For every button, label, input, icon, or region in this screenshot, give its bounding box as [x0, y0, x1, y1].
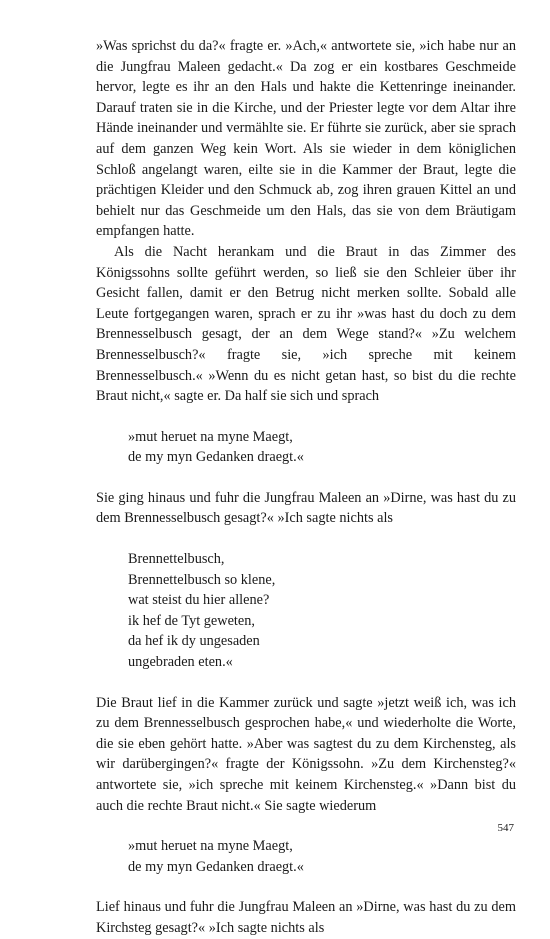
- verse-line: Brennettelbusch,: [128, 551, 225, 568]
- paragraph: Die Braut lief in die Kammer zurück und sagte »jetzt weiß ich, was ich zu dem Brennesselbusch gesprochen habe,« und wiederholte die Worte, die sie eben gehört hatte. »Aber was sagtest du zu dem Kirchensteg, als wir darübergingen?« fragte der Königssohn. »Zu dem Kirchensteg?« antwortete sie, »ich spreche mit keinem Kirchensteg.« »Dann bist du auch die rechte Braut nicht.« Sie sagte wiederum: [96, 694, 516, 814]
- verse-line: da hef ik dy ungesaden: [128, 633, 260, 650]
- text-column: [96, 36, 516, 939]
- verse-line: ik hef de Tyt geweten,: [128, 612, 255, 629]
- page-number: 547: [497, 822, 514, 834]
- verse-block: [128, 427, 516, 468]
- verse-block: [128, 836, 516, 877]
- verse-line: »mut heruet na myne Maegt,: [128, 838, 293, 855]
- verse-line: ungebraden eten.«: [128, 654, 233, 671]
- verse-line: wat steist du hier allene?: [128, 592, 270, 609]
- paragraph: Sie ging hinaus und fuhr die Jungfrau Maleen an »Dirne, was hast du zu dem Brennesselbusch gesagt?« »Ich sagte nichts als: [96, 489, 516, 527]
- verse-line: de my myn Gedanken draegt.«: [128, 449, 304, 466]
- verse-line: Brennettelbusch so klene,: [128, 571, 276, 588]
- verse-line: de my myn Gedanken draegt.«: [128, 858, 304, 875]
- verse-line: »mut heruet na myne Maegt,: [128, 428, 293, 445]
- paragraph: »Was sprichst du da?« fragte er. »Ach,« antwortete sie, »ich habe nur an die Jungfrau Maleen gedacht.« Da zog er ein kostbares Geschmeide hervor, legte es ihr an den Hals und hakte die Kettenringe ineinander. Darauf traten sie in die Kirche, und der Priester legte vor dem Altar ihre Hände ineinander und vermählte sie. Er führte sie zurück, aber sie sprach auf dem ganzen Weg kein Wort. Als sie wieder in dem königlichen Schloß angelangt waren, eilte sie in die Kammer der Braut, legte die prächtigen Kleider und den Schmuck ab, zog ihren grauen Kittel an und behielt nur das Geschmeide um den Hals, das sie von dem Bräutigam empfangen hatte.: [96, 38, 516, 240]
- paragraph: Als die Nacht herankam und die Braut in das Zimmer des Königssohns sollte geführt werden, so ließ sie den Schleier über ihr Gesicht fallen, damit er den Betrug nicht merken sollte. Sobald alle Leute fortgegangen waren, sprach er zu ihr »was hast du doch zu dem Brennesselbusch gesagt, der an dem Wege stand?« »Zu welchem Brennesselbusch?« fragte sie, »ich spreche mit keinem Brennesselbusch.« »Wenn du es nicht getan hast, so bist du die rechte Braut nicht,« sagte er. Da half sie sich und sprach: [96, 243, 516, 405]
- verse-block: [128, 549, 516, 673]
- paragraph: Lief hinaus und fuhr die Jungfrau Maleen an »Dirne, was hast du zu dem Kirchsteg gesagt?« »Ich sagte nichts als: [96, 899, 516, 936]
